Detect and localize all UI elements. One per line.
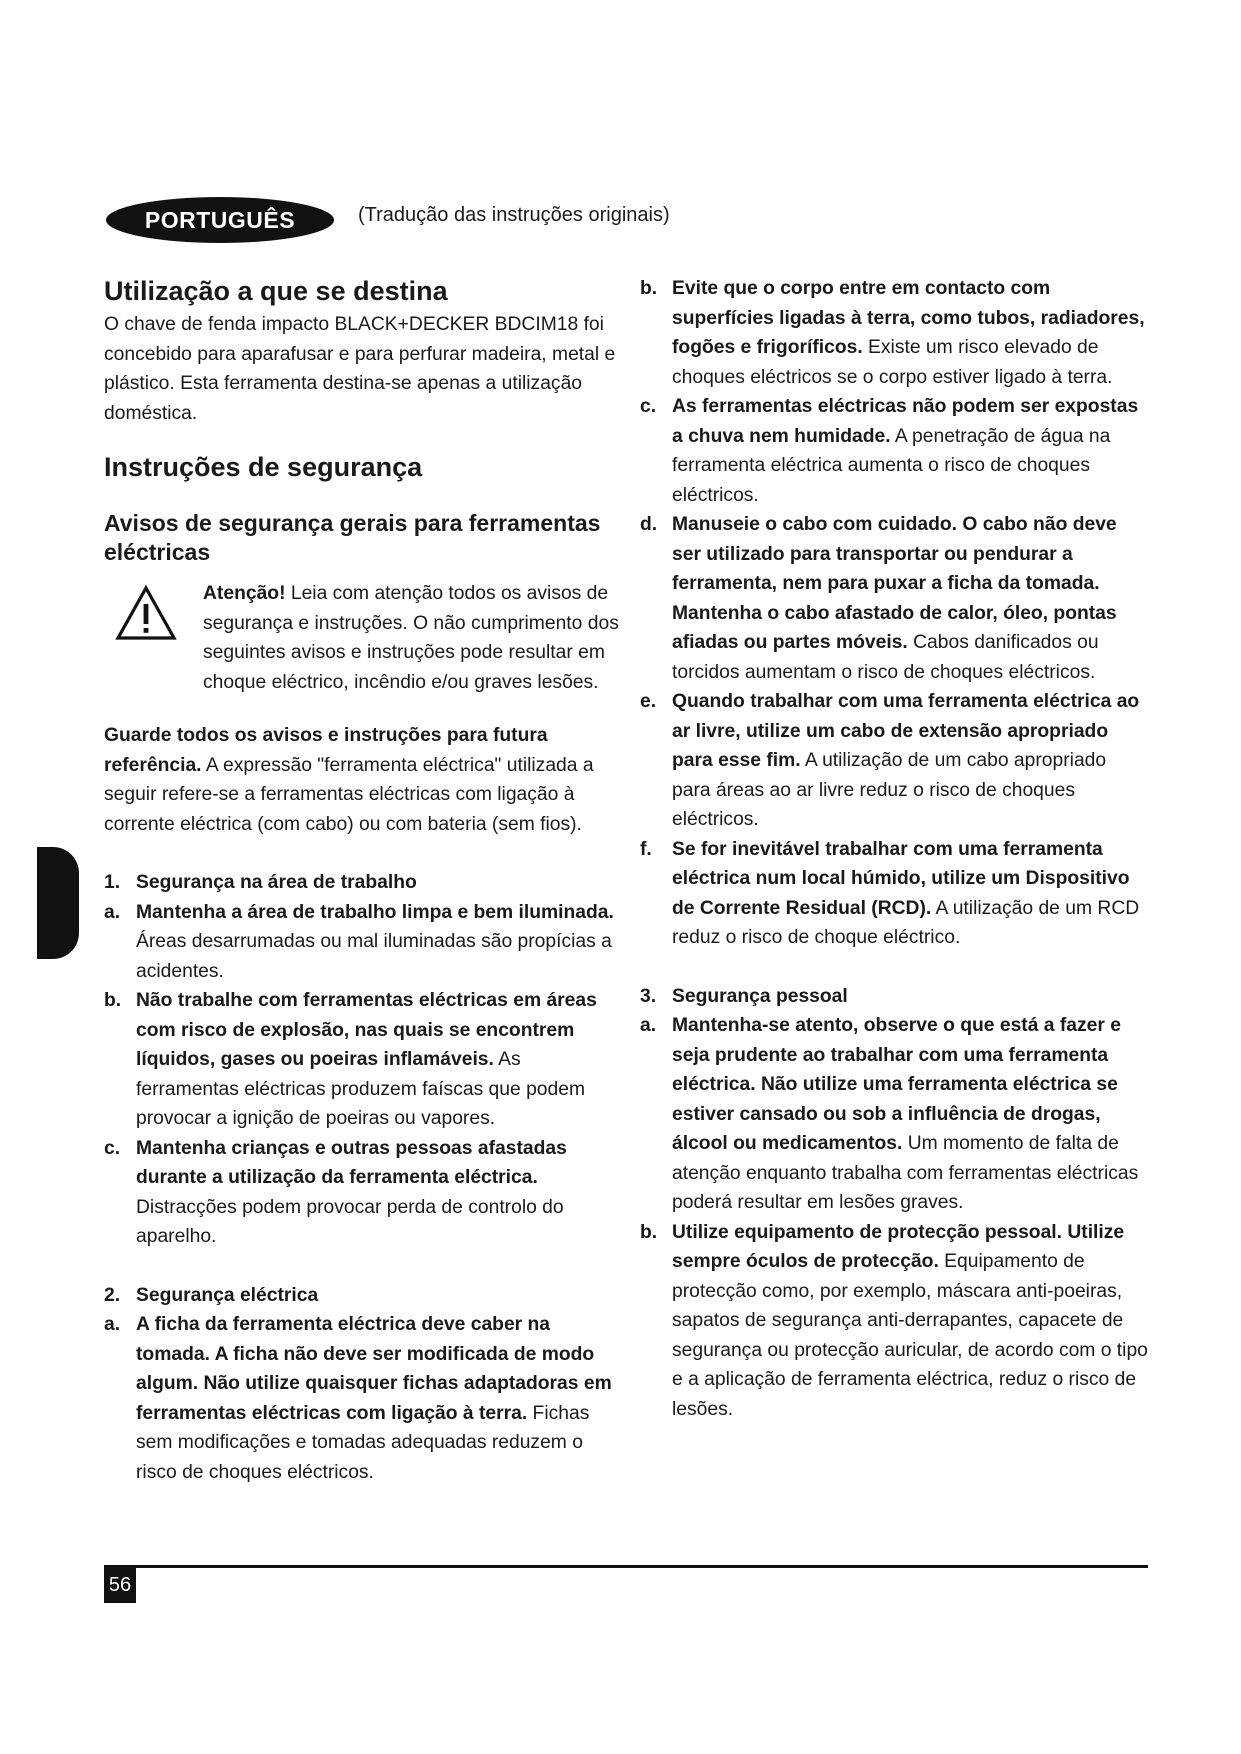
section-number: 3. xyxy=(640,985,657,1007)
item-text: Cabos danificados ou torcidos aumentam o risco de choques eléctricos. xyxy=(672,632,1099,683)
warning-body: Leia com atenção todos os avisos de segurança e instruções. O não cumprimento dos seguintes avisos e instruções pode resultar em choque eléctrico, incêndio e/ou graves lesões. xyxy=(203,583,619,693)
item-text: Distracções podem provocar perda de controlo do aparelho. xyxy=(136,1196,564,1247)
save-instructions xyxy=(104,721,624,839)
item-bold: Mantenha a área de trabalho limpa e bem iluminada. xyxy=(136,901,614,923)
item-label: a. xyxy=(104,1314,121,1335)
section-work-area-title xyxy=(104,868,624,898)
footer-rule xyxy=(104,1565,1148,1568)
item-text: Existe um risco elevado de choques eléctricos se o corpo estiver ligado à terra. xyxy=(672,337,1113,388)
item-bold: Se for inevitável trabalhar com uma ferramenta eléctrica num local húmido, utilize um Dispositivo de Corrente Residual (RCD). xyxy=(672,838,1130,919)
item-label: e. xyxy=(640,691,657,712)
item-text: Um momento de falta de atenção enquanto trabalha com ferramentas eléctricas poderá resultar em lesões graves. xyxy=(672,1133,1139,1213)
item-text: Equipamento de protecção como, por exemplo, máscara anti-poeiras, sapatos de segurança anti-derrapantes, capacete de segurança ou protecção auricular, de acordo com o tipo e a aplicação de ferramenta eléctrica, reduz o risco de lesões. xyxy=(672,1251,1148,1420)
save-instructions-bold: Guarde todos os avisos e instruções para futura referência. xyxy=(104,725,548,776)
list-item xyxy=(104,986,624,1134)
item-bold: As ferramentas eléctricas não podem ser expostas a chuva nem humidade. xyxy=(672,396,1139,447)
right-column xyxy=(640,274,1150,1424)
item-label: f. xyxy=(640,838,652,860)
language-badge: PORTUGUÊS xyxy=(106,197,334,243)
safety-heading: Instruções de segurança xyxy=(104,452,423,482)
item-bold: Manuseie o cabo com cuidado. O cabo não deve ser utilizado para transportar ou pendurar a ferramenta, nem para puxar a ficha da tomada. Mantenha o cabo afastado de calor, óleo, pontas afiadas ou partes móveis. xyxy=(672,514,1117,653)
item-bold: Quando trabalhar com uma ferramenta eléctrica ao ar livre, utilize um cabo de extensão apropriado para esse fim. xyxy=(672,691,1140,771)
item-text: A utilização de um RCD reduz o risco de choque eléctrico. xyxy=(672,897,1140,948)
item-label: c. xyxy=(104,1137,121,1159)
warning-label: Atenção! xyxy=(203,583,286,604)
item-label: a. xyxy=(104,901,121,923)
section-number: 1. xyxy=(104,872,121,893)
list-item xyxy=(104,1310,624,1487)
list-item xyxy=(640,274,1150,392)
section-electrical-title xyxy=(104,1281,624,1311)
section-number: 2. xyxy=(104,1284,121,1306)
item-label: c. xyxy=(640,396,657,417)
list-item xyxy=(640,1218,1150,1425)
section-title: Segurança pessoal xyxy=(672,985,848,1007)
item-bold: Utilize equipamento de protecção pessoal. Utilize sempre óculos de protecção. xyxy=(672,1221,1125,1272)
item-text: As ferramentas eléctricas produzem faíscas que podem provocar a ignição de poeiras ou vapores. xyxy=(136,1049,586,1129)
list-item xyxy=(104,898,624,987)
item-label: b. xyxy=(640,1221,658,1243)
list-item xyxy=(104,1134,624,1252)
item-text: Fichas sem modificações e tomadas adequadas reduzem o risco de choques eléctricos. xyxy=(136,1402,590,1483)
list-item xyxy=(640,687,1150,835)
section-title: Segurança na área de trabalho xyxy=(136,872,417,893)
translation-note: (Tradução das instruções originais) xyxy=(358,204,670,226)
page-number: 56 xyxy=(104,1567,136,1603)
warning-triangle-icon xyxy=(115,585,177,651)
item-text: A utilização de um cabo apropriado para áreas ao ar livre reduz o risco de choques eléctricos. xyxy=(672,750,1107,830)
item-label: d. xyxy=(640,514,658,535)
save-instructions-body: A expressão "ferramenta eléctrica" utilizada a seguir refere-se a ferramentas eléctricas com ligação à corrente eléctrica (com cabo) ou com bateria (sem fios). xyxy=(104,754,594,835)
list-item xyxy=(640,1011,1150,1218)
item-bold: Não trabalhe com ferramentas eléctricas em áreas com risco de explosão, nas quais se encontrem líquidos, gases ou poeiras inflamáveis. xyxy=(136,990,597,1070)
item-bold: Mantenha crianças e outras pessoas afastadas durante a utilização da ferramenta eléctrica. xyxy=(136,1137,567,1188)
section-tab-marker xyxy=(37,847,79,959)
warning-text xyxy=(203,579,624,697)
intended-use-text: O chave de fenda impacto BLACK+DECKER BDCIM18 foi concebido para aparafusar e para perfurar madeira, metal e plástico. Esta ferramenta destina-se apenas a utilização doméstica. xyxy=(104,314,616,424)
intended-use-heading: Utilização a que se destina xyxy=(104,276,448,306)
left-column xyxy=(104,274,624,1487)
section-title: Segurança eléctrica xyxy=(136,1284,319,1306)
section-personal-title xyxy=(640,982,1150,1012)
list-item xyxy=(640,835,1150,953)
item-bold: A ficha da ferramenta eléctrica deve caber na tomada. A ficha não deve ser modificada de modo algum. Não utilize quaisquer fichas adaptadoras em ferramentas eléctricas com ligação à terra. xyxy=(136,1314,612,1424)
list-item xyxy=(640,392,1150,510)
item-text: Áreas desarrumadas ou mal iluminadas são propícias a acidentes. xyxy=(136,931,612,982)
item-label: b. xyxy=(104,990,122,1011)
item-bold: Mantenha-se atento, observe o que está a fazer e seja prudente ao trabalhar com uma ferramenta eléctrica. Não utilize uma ferramenta eléctrica se estiver cansado ou sob a influência de drogas, álcool ou medicamentos. xyxy=(672,1015,1121,1154)
item-label: a. xyxy=(640,1015,657,1036)
list-item xyxy=(640,510,1150,687)
warning-block xyxy=(104,579,624,697)
item-bold: Evite que o corpo entre em contacto com superfícies ligadas à terra, como tubos, radiadores, fogões e frigoríficos. xyxy=(672,278,1145,358)
item-label: b. xyxy=(640,278,658,299)
item-text: A penetração de água na ferramenta eléctrica aumenta o risco de choques eléctricos. xyxy=(672,425,1111,506)
safety-subheading: Avisos de segurança gerais para ferramentas eléctricas xyxy=(104,510,601,565)
